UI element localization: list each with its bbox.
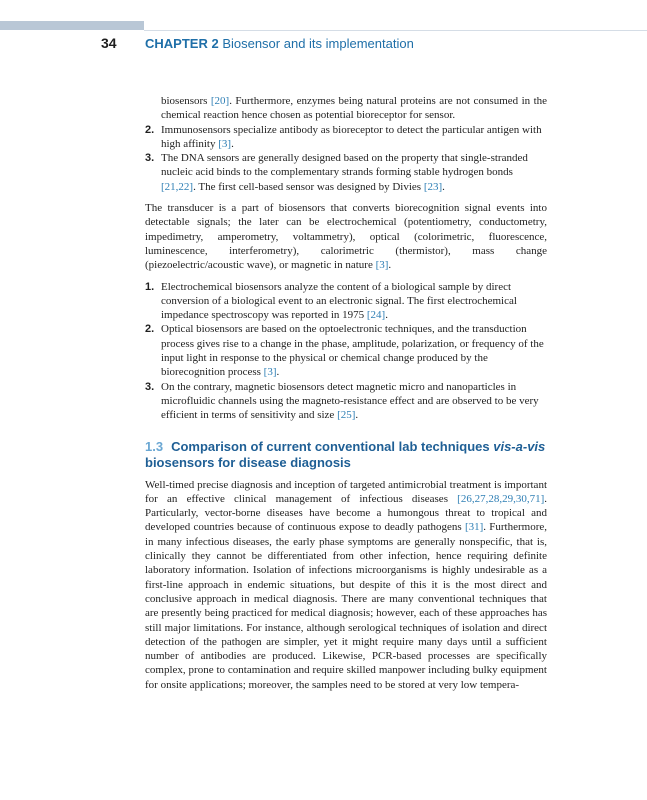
transducer-list: [145, 280, 547, 423]
header-rule: [144, 30, 647, 31]
list-item-number: 3.: [145, 380, 155, 393]
text-span: .: [388, 259, 392, 272]
section-heading: [145, 439, 547, 471]
text-span: Optical biosensors are based on the optoelectronic techniques, and the transduction process gives rise to a change in the phase, amplitude, polarization, or frequency of the input light in response to the physical or chemical change produced by the biorecognition process: [161, 323, 544, 379]
text-span: The transducer is a part of biosensors that converts biorecognition signal events into detectable signals; the later can be electrochemical (potentiometry, conductometry, impedimetry, amperometry, voltammetry), optical (colorimetric, fluorescence, luminescence, interferometry), calorimetric (thermistor), mass change (piezoelectric/acoustic wave), or magnetic in nature: [145, 202, 547, 272]
list-item-text: [161, 151, 547, 194]
text-span: On the contrary, magnetic biosensors detect magnetic micro and nanoparticles in microfluidic channels using the magneto-resistance effect and are observed to be very efficient in terms of sensitivity and size: [161, 380, 539, 422]
section-title-italic: vis-a-vis: [493, 438, 546, 454]
text-span: . Particularly, vector-borne diseases have become a humongous threat to tropical and developed countries because of continuous expose to deadly pathogens: [145, 492, 547, 534]
text-span: . Furthermore, enzymes being natural proteins are not consumed in the chemical reaction hence chosen as potential bioreceptor for sensor.: [161, 95, 548, 122]
page-number: 34: [101, 35, 117, 51]
list-item-number: 3.: [145, 152, 155, 165]
chapter-title: Biosensor and its implementation: [222, 36, 414, 51]
running-head: [145, 36, 414, 51]
transducer-paragraph: [145, 201, 547, 272]
citation-link[interactable]: [26,27,28,29,30,71]: [457, 492, 545, 505]
text-span: .: [231, 137, 234, 150]
text-span: .: [276, 366, 280, 379]
text-span: Electrochemical biosensors analyze the content of a biological sample by direct conversion of a biological event to an electronic signal. The first electrochemical impedance spectroscopy was reported in 1975: [161, 280, 517, 322]
text-span: .: [355, 409, 359, 422]
text-span: Immunosensors specialize antibody as bioreceptor to detect the particular antigen with high affinity: [161, 123, 542, 150]
text-span: biosensors: [161, 95, 211, 107]
page-body: [145, 94, 547, 692]
text-span: The DNA sensors are generally designed based on the property that single-stranded nucleic acid binds to the complementary strands forming stable hydrogen bonds: [161, 152, 528, 179]
section-number: 1.3: [145, 438, 164, 454]
list-item: [145, 322, 547, 379]
text-span: .: [385, 309, 388, 322]
citation-link[interactable]: [31]: [464, 521, 484, 534]
list-continuation: [145, 94, 547, 123]
chapter-label: CHAPTER 2: [145, 36, 219, 51]
section-title-part: Comparison of current conventional lab techniques: [171, 438, 494, 454]
section-title-part: biosensors for disease diagnosis: [145, 454, 351, 470]
text-span: Well-timed precise diagnosis and inception of targeted antimicrobial treatment is important for an effective clinical management of infectious diseases: [145, 478, 547, 505]
list-item-number: 2.: [145, 123, 155, 136]
list-item-number: 2.: [145, 323, 155, 336]
list-item-text: [161, 322, 547, 379]
text-span: . Furthermore, in many infectious diseases, the early phase symptoms are generally nonspecific, that is, clinically they cannot be differentiated from other infection, hence requiring definite laboratory information. Isolation of infections microorganisms is highly undesirable as a first-line approach in endemic situations, but despite of this it is the most direct and conclusive approach in medical diagnosis. There are many conventional techniques that are presently being practiced for medical diagnosis; however, each of these approaches has still major limitations. For instance, although serological techniques of isolation and direct detection of the pathogen are simpler, yet it might require many days until a sufficient number of antibodies are produced. Likewise, PCR-based processes are specifically complex, prone to contamination and require skilled manpower including bulky equipment for onsite applications; moreover, the samples need to be stored at very low tempera-: [145, 521, 548, 691]
citation-link[interactable]: [20]: [210, 95, 230, 107]
list-item-text: [161, 123, 547, 152]
list-item: [145, 151, 547, 194]
list-item: [145, 380, 547, 423]
list-item: [145, 123, 547, 152]
list-item-number: 1.: [145, 280, 155, 293]
list-item-text: [161, 280, 547, 323]
text-span: . The first cell-based sensor was designed by Divies: [193, 180, 424, 193]
citation-link[interactable]: [21,22]: [161, 180, 194, 193]
list-item-text: [161, 380, 547, 423]
citation-link[interactable]: [3]: [218, 137, 232, 150]
bioreceptor-list: [145, 123, 547, 194]
citation-link[interactable]: [23]: [423, 180, 443, 193]
list-item: [145, 280, 547, 323]
citation-link[interactable]: [25]: [337, 409, 356, 422]
citation-link[interactable]: [3]: [263, 366, 277, 379]
section-paragraph: [145, 478, 547, 692]
text-span: .: [442, 180, 445, 193]
header-accent-bar: [0, 21, 144, 30]
citation-link[interactable]: [24]: [366, 309, 386, 322]
citation-link[interactable]: [3]: [375, 259, 389, 272]
